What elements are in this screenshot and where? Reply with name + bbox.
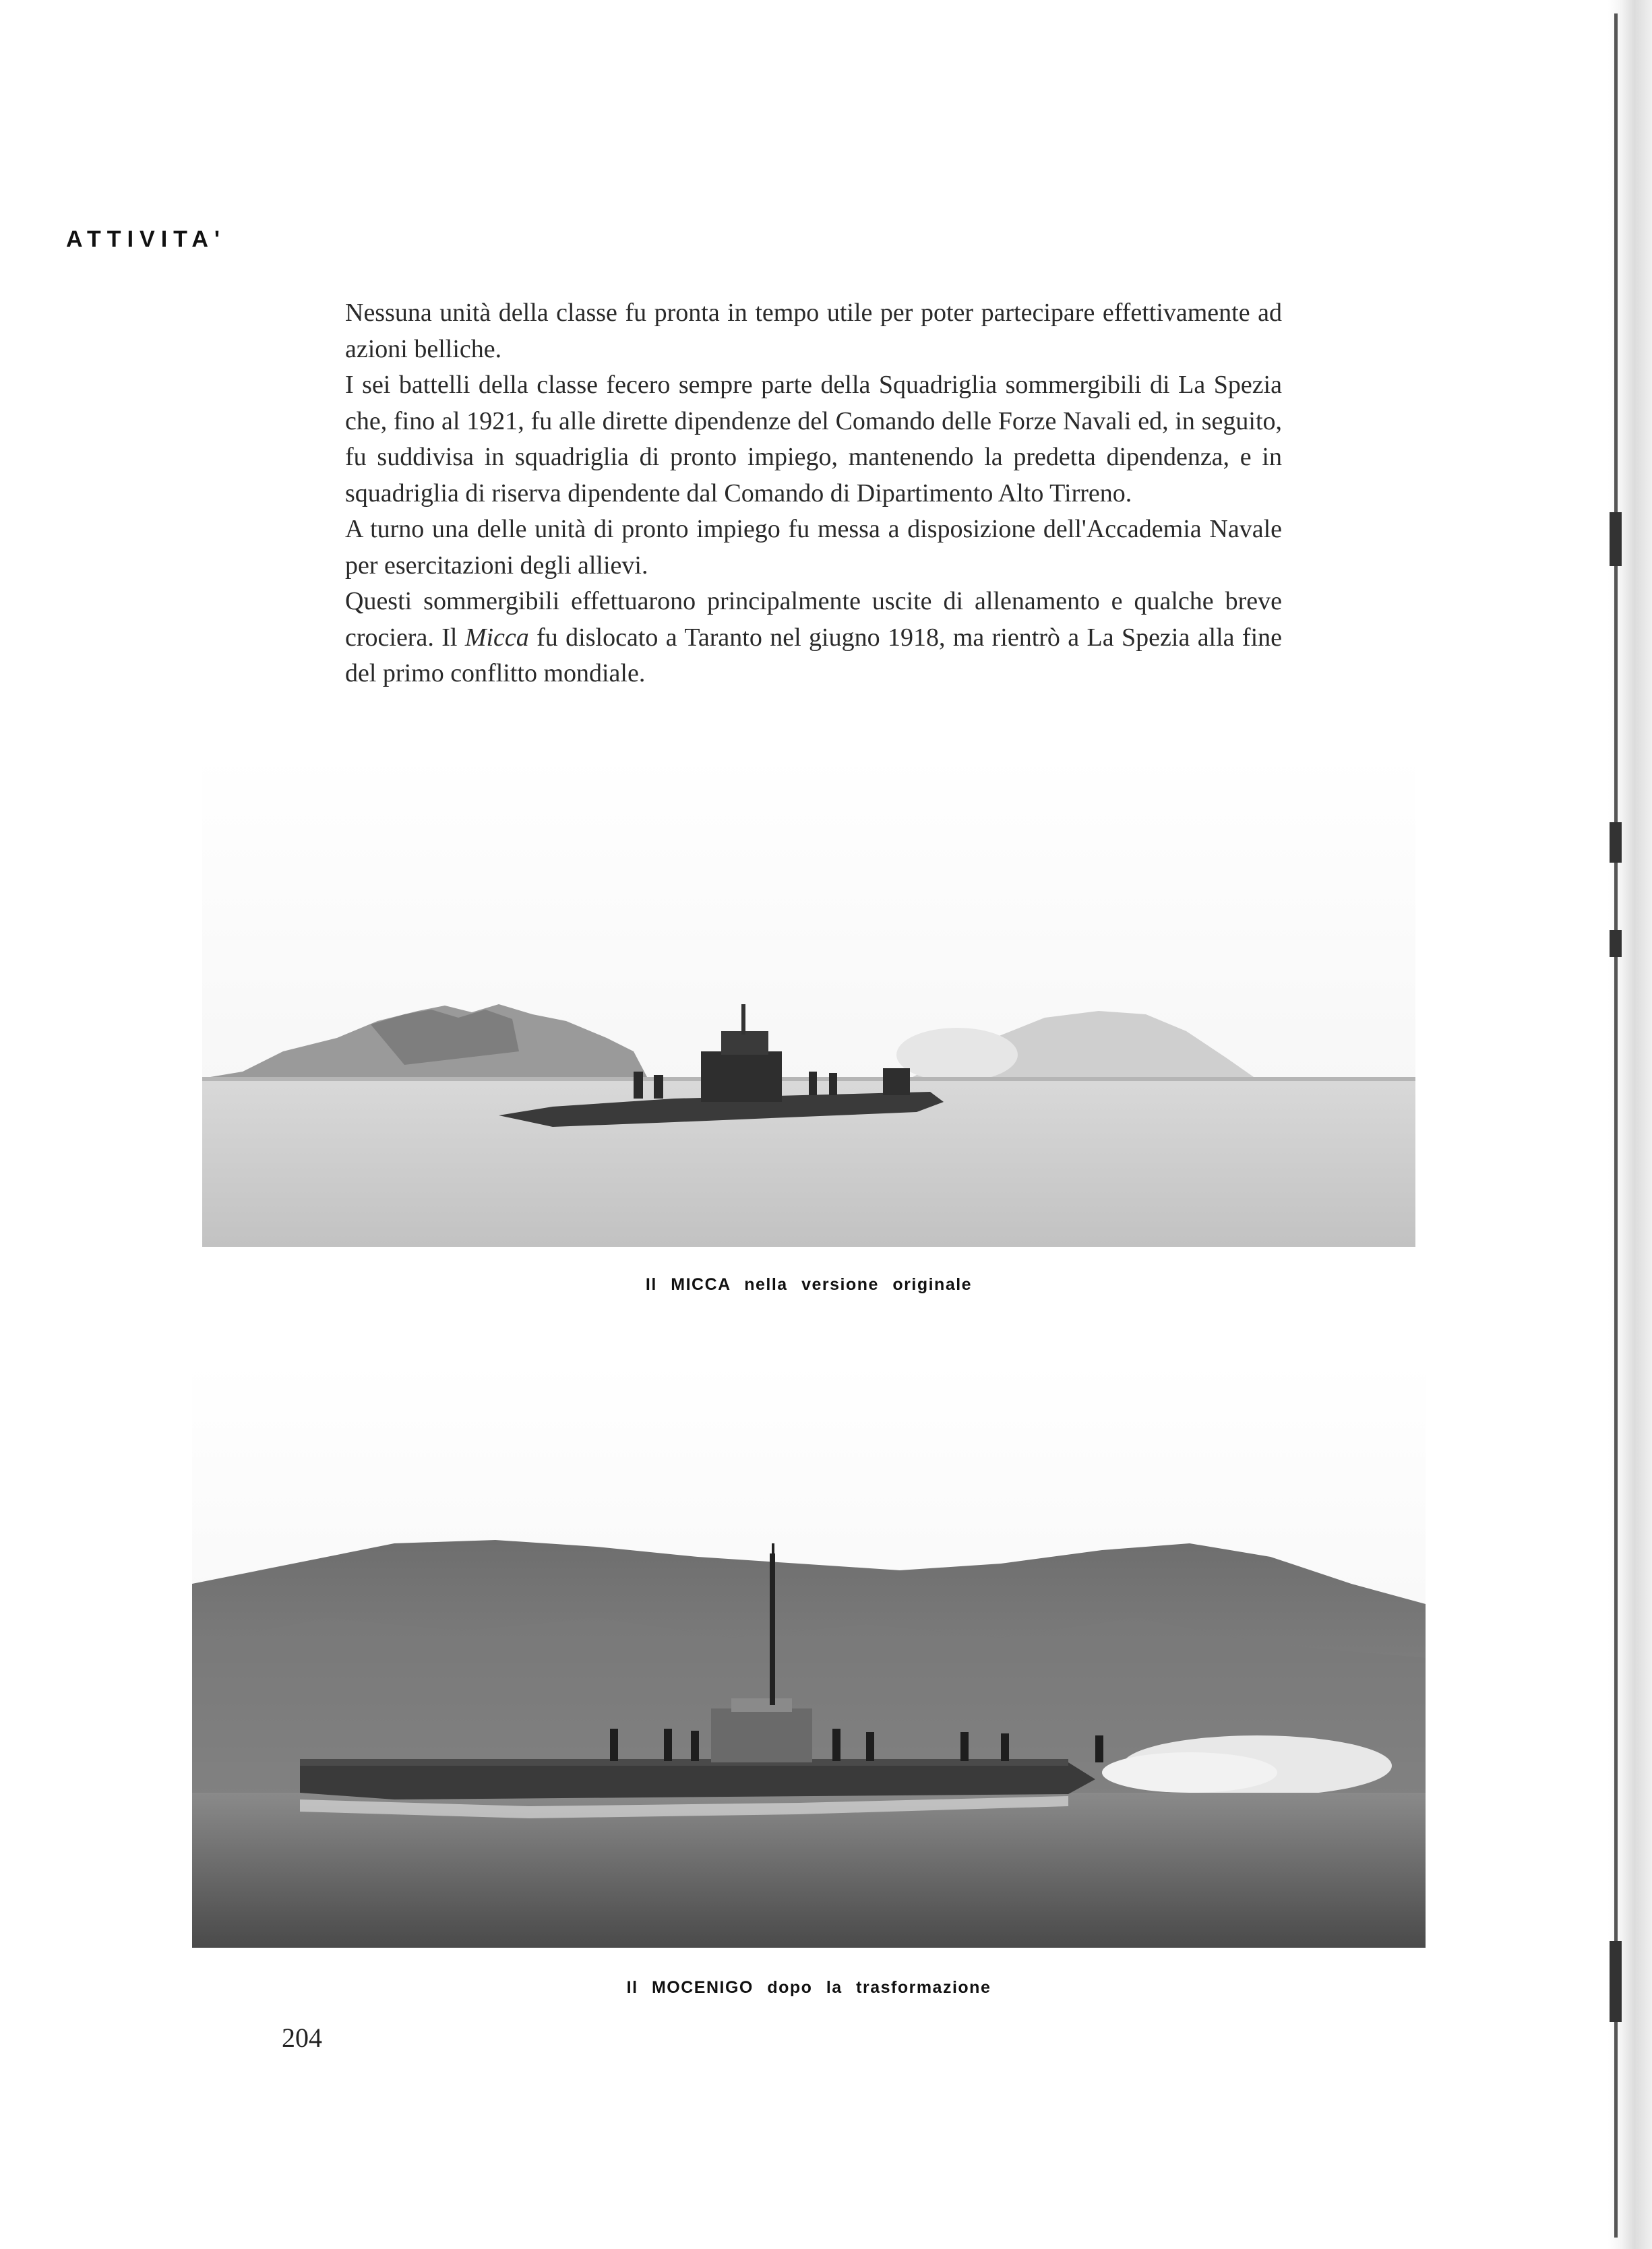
ship-name-italic: Micca [464,623,529,652]
body-text [345,295,1282,692]
section-heading: ATTIVITA' [66,226,226,252]
page-number: 204 [282,2023,322,2053]
photo-micca-image [202,755,1415,1247]
paragraph: Nessuna unità della classe fu pronta in tempo utile per poter partecipare effettivamente ad azioni belliche. [345,299,1282,363]
photo-mocenigo [192,1361,1426,1948]
binding-mark [1610,930,1622,957]
paragraph-text: Questi sommergibili effettuarono principalmente uscite di allenamento e qualche breve crociera. Il [345,587,1282,652]
paragraph: I sei battelli della classe fecero sempre parte della Squadriglia sommergibili di La Spezia che, fino al 1921, fu alle dirette dipendenze del Comando delle Forze Navali ed, in seguito, fu suddivisa in squadriglia di pronto impiego, mantenendo la predetta dipendenza, e in squadriglia di riserva dipendente dal Comando di Dipartimento Alto Tirreno. [345,371,1282,507]
binding-mark [1610,822,1622,863]
photo-micca [202,755,1415,1247]
photo-mocenigo-image [192,1361,1426,1948]
paragraph-text: fu dislocato a Taranto nel giugno 1918, ma rientrò a La Spezia alla fine del primo conflitto mondiale. [345,623,1282,687]
figure-caption-2: Il MOCENIGO dopo la trasformazione [626,1978,991,1997]
binding-line [1614,13,1618,2238]
figure-caption-1: Il MICCA nella versione originale [645,1275,973,1294]
binding-mark [1610,1941,1622,2022]
paragraph [345,584,1282,692]
paragraph: A turno una delle unità di pronto impiego fu messa a disposizione dell'Accademia Navale per esercitazioni degli allievi. [345,515,1282,580]
binding-mark [1610,512,1622,566]
